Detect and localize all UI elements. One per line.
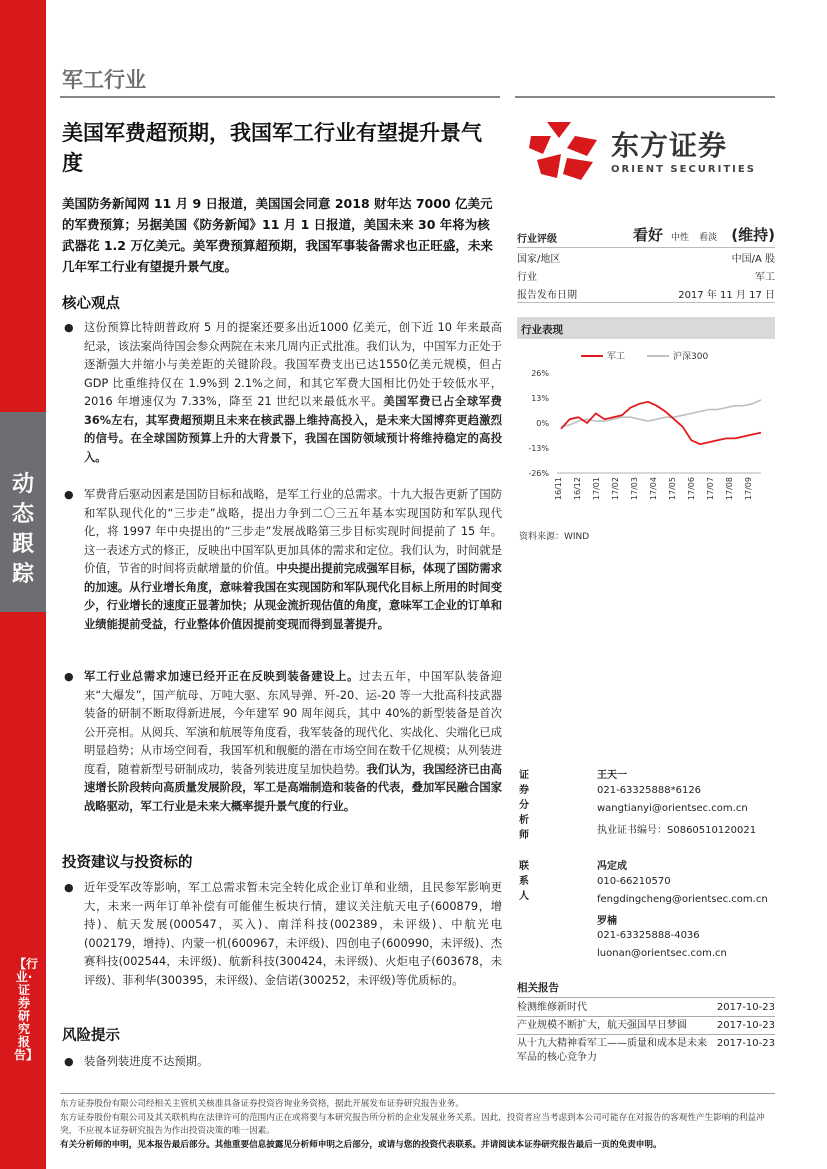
y-tick-label: 13% bbox=[531, 394, 549, 403]
info-value: 2017 年 11 月 17 日 bbox=[678, 290, 775, 301]
point-3-lead: 军工行业总需求加速已经开正在反映到装备建设上。 bbox=[84, 670, 360, 683]
point-2-text: 军费背后驱动因素是国防目标和战略，是军工行业的总需求。十九大报告更新了国防和军队现代化的“三步走”战略，提出力争到二〇三五年基本实现国防和军队现代化，将 1997 年中央提出的“三步走”发展战略第三步目标实现时间提前了 15 年。这一表述方式的修正，反映出中国军队更加具体的需求和定位。我们认为，时间就是价值，节省的时间将贡献增量的价值。 bbox=[84, 488, 502, 575]
analyst-label: 证券分析师 bbox=[519, 770, 529, 841]
analyst-phone: 021-63325888*6126 bbox=[597, 785, 702, 796]
y-tick-label: -26% bbox=[528, 469, 549, 478]
rating-info-row bbox=[517, 247, 775, 265]
investment-heading: 投资建议与投资标的 bbox=[62, 855, 193, 871]
section-label: 动态跟踪 bbox=[11, 472, 34, 587]
report-title: 美国军费超预期，我国军工行业有望提升景气度 bbox=[62, 121, 482, 175]
related-title[interactable]: 产业规模不断扩大，航天强国早日梦圆 bbox=[517, 1020, 687, 1031]
x-tick-label: 16/11 bbox=[554, 477, 563, 501]
related-title[interactable]: 检测维修新时代 bbox=[517, 1002, 587, 1013]
rating-divider bbox=[517, 302, 775, 303]
legend-label: 沪深300 bbox=[673, 352, 709, 362]
risk-point bbox=[62, 1053, 502, 1072]
analyst-cert: 执业证书编号：S0860510120021 bbox=[597, 825, 757, 836]
core-view-point-2 bbox=[62, 486, 502, 634]
bullet-icon: ● bbox=[64, 881, 74, 894]
related-item[interactable] bbox=[517, 1001, 775, 1015]
rating-info-row bbox=[517, 283, 775, 301]
legend-label: 军工 bbox=[607, 352, 626, 362]
point-3-emphasis: 我们认为，我国经济已由高速增长阶段转向高质量发展阶段，军工是高端制造和装备的代表，叠加军民融合国家战略驱动，军工行业是未来大概率提升景气度的行业。 bbox=[84, 762, 503, 813]
series-line-military bbox=[561, 402, 761, 444]
related-date: 2017-10-23 bbox=[716, 1020, 775, 1031]
related-heading: 相关报告 bbox=[517, 982, 559, 994]
y-tick-label: 26% bbox=[531, 369, 549, 378]
contact-1-phone: 010-66210570 bbox=[597, 876, 671, 887]
logo-mark-icon bbox=[527, 118, 601, 182]
bullet-icon: ● bbox=[64, 321, 74, 334]
rating-value: 看好 bbox=[633, 226, 664, 244]
series-line-csi300 bbox=[561, 400, 761, 427]
performance-heading: 行业表现 bbox=[517, 317, 775, 339]
related-divider bbox=[517, 1016, 775, 1017]
header-divider-right bbox=[515, 96, 775, 98]
point-1-emphasis: 美国军费已占全球军费 36%左右，其军费超预期且未来在核武器上维持高投入，是未来大国博弈更趋激烈的信号。在全球国防预算上升的大背景下，我国在国防领域预计将维持稳定的高投入。 bbox=[84, 395, 502, 464]
related-item[interactable] bbox=[517, 1019, 775, 1033]
contact-2-email: luonan@orientsec.com.cn bbox=[597, 948, 727, 959]
related-item[interactable] bbox=[517, 1037, 775, 1065]
bullet-icon: ● bbox=[64, 1055, 74, 1068]
disclaimer-line-1: 东方证券股份有限公司经相关主管机关核准具备证券投资咨询业务资格，据此开展发布证券研究报告业务。 bbox=[60, 1099, 464, 1109]
info-label: 国家/地区 bbox=[517, 254, 561, 265]
contact-2-name: 罗楠 bbox=[597, 916, 617, 927]
rating-info-row bbox=[517, 265, 775, 283]
analyst-name: 王天一 bbox=[597, 770, 627, 781]
rating-scale-negative: 看淡 bbox=[699, 233, 718, 243]
contact-2-phone: 021-63325888-4036 bbox=[597, 930, 700, 941]
analyst-email: wangtianyi@orientsec.com.cn bbox=[597, 803, 748, 814]
x-tick-label: 17/05 bbox=[668, 477, 677, 501]
info-label: 行业 bbox=[517, 272, 537, 283]
x-tick-label: 17/09 bbox=[744, 477, 753, 501]
point-1-text: 这份预算比特朗普政府 5 月的提案还要多出近1000 亿美元，创下近 10 年来最高纪录，该法案尚待国会参众两院在未来几周内正式批准。我们认为，中国军力正处于逐渐强大并缩小与美差距的关键阶段。我国军费支出已达1550亿美元规模，但占 GDP 比重维持仅在 1.9%到 2.1%之间，和其它军费大国相比仍处于较低水平，2016 年增速仅为 7.33%，降至 21 世纪以来最低水平。 bbox=[84, 321, 502, 408]
related-divider bbox=[517, 1034, 775, 1035]
header-divider bbox=[60, 96, 500, 98]
report-type-label: 【行业·证券研究报告】 bbox=[14, 957, 39, 1062]
risk-text: 装备列装进度不达预期。 bbox=[84, 1055, 209, 1068]
x-tick-label: 16/12 bbox=[573, 477, 582, 501]
y-tick-label: -13% bbox=[528, 444, 549, 453]
x-tick-label: 17/07 bbox=[706, 477, 715, 501]
x-tick-label: 17/06 bbox=[687, 477, 696, 501]
contact-label: 联系人 bbox=[519, 861, 529, 902]
info-value: 中国/A 股 bbox=[731, 254, 775, 265]
footer-divider bbox=[60, 1093, 775, 1094]
bullet-icon: ● bbox=[64, 670, 74, 683]
related-date: 2017-10-23 bbox=[716, 1002, 775, 1013]
point-2-emphasis: 中央提出提前完成强军目标，体现了国防需求的加速。从行业增长角度，意味着我国在实现国防和军队现代化目标上所用的时间变少，行业增长的速度正显著加快；从现金流折现估值的角度，意味军工企业的订单和业绩能提前受益，行业整体价值因提前变现而得到显著提升。 bbox=[84, 562, 503, 631]
risk-heading: 风险提示 bbox=[62, 1028, 120, 1044]
x-tick-label: 17/01 bbox=[592, 477, 601, 501]
x-tick-label: 17/02 bbox=[611, 477, 620, 501]
disclaimer-line-2: 东方证券股份有限公司及其关联机构在法律许可的范围内正在或将要与本研究报告所分析的企业发展业务关系。因此，投资者应当考虑到本公司可能存在对报告的客观性产生影响的利益冲突，不应视本证券研究报告为作出投资决策的唯一因素。 bbox=[60, 1112, 765, 1137]
investment-text: 近年受军改等影响，军工总需求暂未完全转化成企业订单和业绩，且民参军影响更大，未来一两年订单补偿有可能催生板块行情，建议关注航天电子(600879，增持)、航天发展(000547，买入)、南洋科技(002389，未评级)、中航光电(002179，增持)、内蒙一机(600967，未评级)、四创电子(600990，未评级)、杰赛科技(002544，未评级)、航新科技(300424，未评级)、火炬电子(603678，未评级)、菲利华(300395，未评级)、金信诺(300252，未评级)等优质标的。 bbox=[84, 881, 502, 987]
info-label: 报告发布日期 bbox=[517, 290, 577, 301]
point-3-text: 过去五年，中国军队装备迎来“大爆发”，国产航母、万吨大驱、东风导弹、歼-20、运-20 等一大批高科技武器装备的研制不断取得新进展，今年建军 90 周年阅兵，其中 40%的新型装备是首次公开亮相。从阅兵、军演和航展等角度看，我军装备的现代化、实战化、尖端化已成明显趋势；从市场空间看，我国军机和舰艇的潜在市场空间在数千亿规模；从列装进度看，随着新型号研制成功，装备列装进度呈加快趋势。 bbox=[84, 670, 502, 776]
logo-chinese: 东方证券 bbox=[611, 129, 728, 162]
related-date: 2017-10-23 bbox=[716, 1038, 775, 1049]
core-view-point-3 bbox=[62, 668, 502, 816]
x-tick-label: 17/03 bbox=[630, 477, 639, 501]
report-summary: 美国防务新闻网 11 月 9 日报道，美国国会同意 2018 财年达 7000 亿美元的军费预算；另据美国《防务新闻》11 月 1 日报道，美国未来 30 年将为核武器花 1.2 万亿美元。美军费预算超预期，我国军事装备需求也正旺盛，未来几年军工行业有望提升景气度。 bbox=[62, 196, 493, 274]
y-tick-label: 0% bbox=[536, 419, 549, 428]
contact-1-email: fengdingcheng@orientsec.com.cn bbox=[597, 894, 768, 905]
related-title[interactable]: 从十九大精神看军工——质量和成本是未来军品的核心竞争力 bbox=[517, 1038, 707, 1063]
x-tick-label: 17/08 bbox=[725, 477, 734, 501]
rating-scale-neutral: 中性 bbox=[671, 233, 690, 243]
company-logo bbox=[527, 118, 777, 188]
performance-chart bbox=[517, 345, 775, 525]
x-tick-label: 17/04 bbox=[649, 477, 658, 501]
related-divider bbox=[517, 997, 775, 998]
rating-row bbox=[517, 224, 775, 246]
logo-english: ORIENT SECURITIES bbox=[611, 164, 756, 175]
chart-source: 资料来源：WIND bbox=[519, 532, 590, 542]
contact-1-name: 冯定成 bbox=[597, 861, 627, 872]
investment-point bbox=[62, 879, 502, 990]
info-value: 军工 bbox=[755, 272, 775, 283]
disclaimer-line-3: 有关分析师的申明，见本报告最后部分。其他重要信息披露见分析师申明之后部分，或请与您的投资代表联系。并请阅读本证券研究报告最后一页的免责申明。 bbox=[60, 1139, 662, 1150]
sector-name: 军工行业 bbox=[62, 68, 146, 92]
core-view-point-1 bbox=[62, 319, 502, 467]
disclaimer bbox=[60, 1098, 775, 1152]
core-view-heading: 核心观点 bbox=[62, 296, 120, 312]
rating-hold: (维持) bbox=[731, 226, 775, 244]
rating-label: 行业评级 bbox=[517, 234, 557, 245]
bullet-icon: ● bbox=[64, 488, 74, 501]
